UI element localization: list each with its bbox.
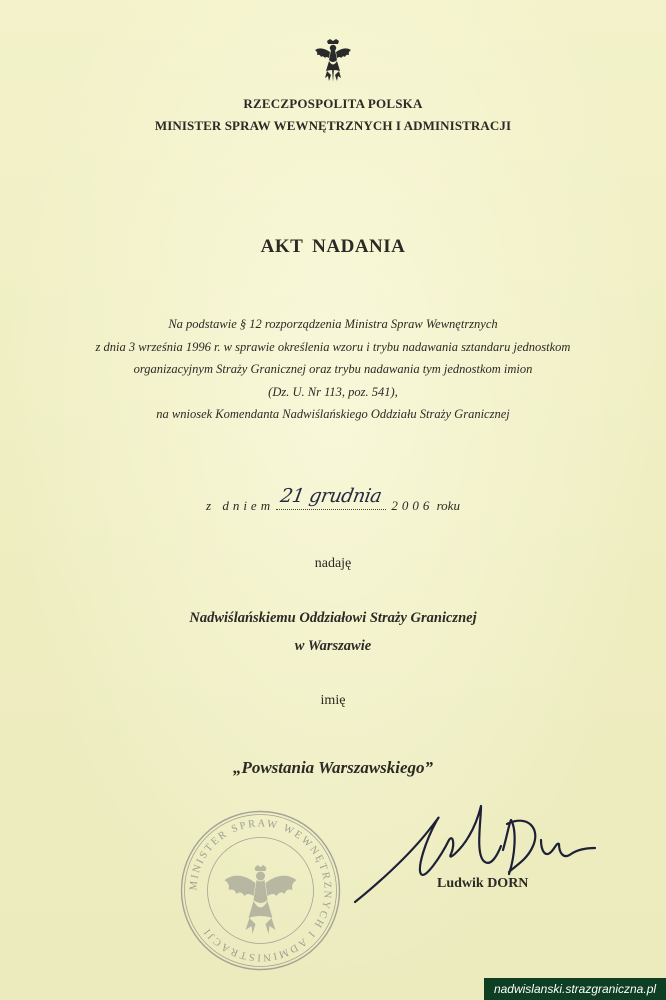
- legal-basis-line: (Dz. U. Nr 113, poz. 541),: [268, 384, 398, 399]
- honor-name: „Powstania Warszawskiego”: [232, 758, 434, 777]
- legal-basis-line: organizacyjnym Straży Granicznej oraz trybu nadawania tym jednostkom imion: [133, 362, 533, 376]
- header-country: RZECZPOSPOLITA POLSKA: [243, 96, 423, 111]
- legal-basis-line: z dnia 3 września 1996 r. w sprawie określenia wzoru i trybu nadawania sztandaru jednostkom: [95, 339, 571, 354]
- legal-basis-line: na wniosek Komendanta Nadwiślańskiego Oddziału Straży Granicznej: [156, 407, 510, 421]
- legal-basis: [0, 313, 666, 426]
- date-suffix: roku: [436, 498, 460, 513]
- recipient-unit: Nadwiślańskiemu Oddziałowi Straży Granicznej: [189, 610, 477, 626]
- grant-verb: nadaję: [314, 556, 352, 571]
- date-dotted-field: [276, 485, 386, 510]
- official-seal-stamp: [178, 808, 343, 973]
- handwritten-signature: [345, 800, 605, 910]
- seal-text: MINISTER SPRAW WEWNĘTRZNYCH I ADMINISTRACJI: [188, 818, 333, 963]
- polish-eagle-emblem: [313, 38, 353, 84]
- date-year: 2006: [391, 498, 434, 513]
- recipient-location: w Warszawie: [294, 638, 372, 654]
- legal-basis-line: Na podstawie § 12 rozporządzenia Ministra Spraw Wewnętrznych: [168, 317, 498, 331]
- date-prefix: z dniem: [206, 498, 275, 513]
- signatory-name: Ludwik DORN: [437, 876, 529, 891]
- source-watermark: nadwislanski.strazgraniczna.pl: [484, 978, 666, 1000]
- document-title: AKT NADANIA: [260, 236, 406, 257]
- date-line: [0, 485, 666, 514]
- handwritten-date: 21 grudnia: [278, 485, 384, 507]
- name-word: imię: [320, 693, 346, 708]
- header-ministry: MINISTER SPRAW WEWNĘTRZNYCH I ADMINISTRACJI: [154, 118, 512, 133]
